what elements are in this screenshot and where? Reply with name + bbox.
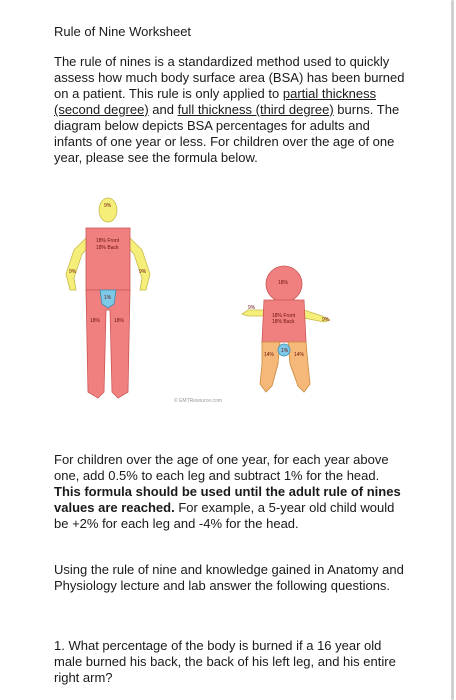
infant-left-arm-label: 9% <box>248 305 256 311</box>
rule-of-nines-diagram <box>58 192 378 424</box>
instructions-paragraph: Using the rule of nine and knowledge gained in Anatomy and Physiology lecture and lab answer the following questions. <box>54 562 404 593</box>
infant-right-leg-label: 14% <box>294 352 305 358</box>
infant-figure <box>242 266 330 392</box>
full-thickness-link[interactable]: full thickness (third degree) <box>177 102 334 117</box>
question-1-text: What percentage of the body is burned if a 16 year old male burned his back, the back of his left leg, and his entire right arm? <box>54 638 396 685</box>
diagram-credit: © EMTResource.com <box>174 398 222 404</box>
infant-torso-front-label: 18% Front <box>272 313 296 319</box>
question-1-number: 1. <box>54 638 65 653</box>
scrollbar[interactable] <box>451 0 454 700</box>
adult-torso-back-label: 18% Back <box>96 245 119 251</box>
infant-left-leg <box>260 342 280 392</box>
adult-left-leg-label: 18% <box>90 318 101 324</box>
question-1 <box>54 638 406 686</box>
formula-text-2: For example, a 5-year old child would be +2% for each leg and -4% for the head. <box>54 500 395 531</box>
adult-right-arm-label: 9% <box>139 269 147 275</box>
infant-right-arm-label: 9% <box>322 317 330 323</box>
formula-bold-text: This formula should be used until the adult rule of nines values are reached. <box>54 484 401 515</box>
infant-left-leg-label: 14% <box>264 352 275 358</box>
adult-head-label: 9% <box>104 203 112 209</box>
adult-torso-front-label: 18% Front <box>96 238 120 244</box>
partial-thickness-link[interactable]: partial thickness (second degree) <box>54 86 377 117</box>
intro-paragraph <box>54 54 406 166</box>
adult-right-leg-label: 18% <box>114 318 125 324</box>
page-title: Rule of Nine Worksheet <box>54 24 192 39</box>
formula-text-1: For children over the age of one year, for each year above one, add 0.5% to each leg and subtract 1% for the head. <box>54 452 389 483</box>
adult-groin-label: 1% <box>104 295 112 301</box>
infant-right-leg <box>288 342 310 392</box>
intro-text-and: and <box>148 102 178 117</box>
intro-text-end: burns. The diagram below depicts BSA percentages for adults and infants of one year or less. For children over the age of one year, please see the formula below. <box>54 102 400 165</box>
adult-figure <box>66 198 150 398</box>
infant-head-label: 18% <box>278 280 289 286</box>
adult-head <box>99 198 117 222</box>
infant-groin-label: 1% <box>281 348 289 354</box>
infant-torso-back-label: 18% Back <box>272 319 295 325</box>
adult-left-arm-label: 9% <box>69 269 77 275</box>
intro-text-start: The rule of nines is a standardized method used to quickly assess how much body surface area (BSA) has been burned on a patient. This rule is only applied to <box>54 54 405 101</box>
formula-paragraph <box>54 452 406 532</box>
